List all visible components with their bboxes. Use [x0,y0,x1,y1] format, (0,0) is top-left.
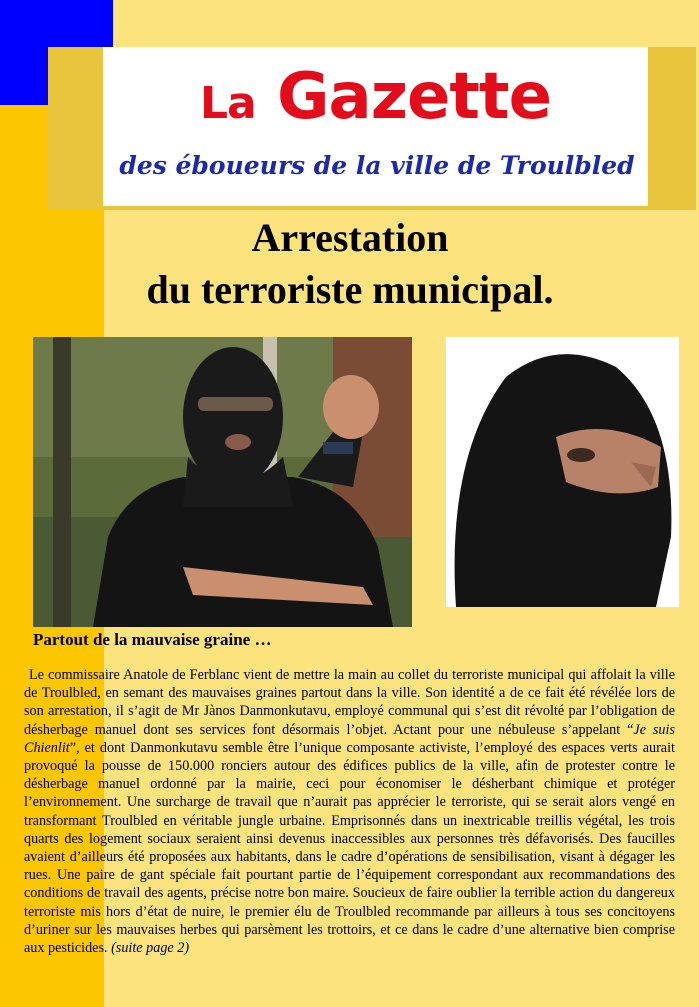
headline-line1: Arrestation [251,215,449,260]
headline-line2: du terroriste municipal. [146,267,554,312]
article-body [24,666,675,957]
article-quote: Je suis Chienlit [24,721,675,756]
article-text-part1: Le commissaire Anatole de Ferblanc vient de mettre la main au collet du terroriste municipal qui affolait la ville de Troulbled, en semant des mauvaises graines partout dans la ville. Son identité a de ce fait été révélée lors de son arrestation, il s’agit de Mr Jànos Danmonkutavu, employé communal qui s’est dit révolté par l’obligation de désherbage manuel dont ses services font désormais l’objet. Actant pour une nébuleuse s’appelant “ [24,667,675,738]
photo-masked-man [33,337,412,627]
masthead-title-big: Gazette [277,60,551,134]
article-text-part2: ”, et dont Danmonkutavu semble être l’unique composante activiste, l’employé des espaces verts aurait provoqué la pousse de 150.000 ronciers autour des édifices publics de la ville, afin de protester contre le désherbage manuel ordonné par la mairie, ceci pour économiser le désherbant chimique et protéger l’environnement. Une surcharge de travail que n’aurait pas apprécier le terroriste, qui se serait alors vengé en transformant Troulbled en véritable jungle urbaine. Emprisonnés dans un inextricable treillis végétal, les trois quarts des logement sociaux seraient ainsi devenus inaccessibles aux personnes très défavorisés. Des faucilles avaient d’ailleurs été proposées aux habitants, dans le cadre d’opérations de sensibilisation, visant à dégager les rues. Une paire de gant spéciale fait pourtant partie de l’équipement correspondant aux recommandations des conditions de travail des agents, précise notre bon maire. Soucieux de faire oublier la terrible action du dangereux terroriste mis hors d’état de nuire, le premier élu de Troulbled recommande par ailleurs à tous ses concitoyens d’uriner sur les mauvaises herbes qui parsèment les trottoirs, et ce dans le cadre d’une alternative bien comprise aux pesticides. [24,739,675,957]
masthead [103,47,648,206]
headline [60,212,640,316]
photo-caption: Partout de la mauvaise graine … [33,630,272,649]
masthead-title [103,60,648,136]
masthead-title-small: La [200,78,256,129]
continued-link[interactable]: (suite page 2) [111,940,190,957]
masthead-subtitle: des éboueurs de la ville de Troulbled [119,151,635,180]
photo-balaclava-closeup [446,337,679,607]
